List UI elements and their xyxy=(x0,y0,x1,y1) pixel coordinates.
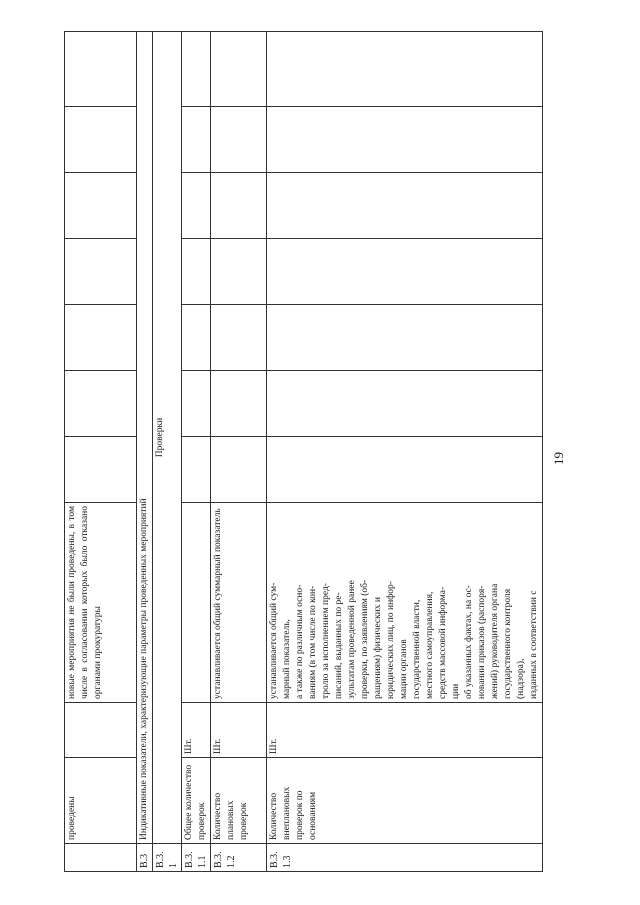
empty-cell xyxy=(182,371,211,437)
row-unit: Шт. xyxy=(267,703,543,758)
description-line: зультатам проведенной ранее xyxy=(347,580,357,699)
row-name: Общее количество проверок xyxy=(182,758,211,844)
empty-cell xyxy=(211,305,267,371)
section-row xyxy=(137,32,153,872)
description-line: жений) руководителя органа xyxy=(490,583,500,699)
description-line: а также по различным осно- xyxy=(295,584,305,699)
description-line: средств массовой информа- xyxy=(438,586,448,699)
description-line: изданных в соответствии с xyxy=(529,590,539,699)
empty-cell xyxy=(182,173,211,239)
empty-cell xyxy=(267,32,543,107)
empty-cell xyxy=(65,32,137,107)
empty-cell xyxy=(65,239,137,305)
empty-cell xyxy=(182,437,211,503)
empty-cell xyxy=(211,32,267,107)
empty-cell xyxy=(65,371,137,437)
description-line: ции xyxy=(451,683,461,699)
description-line: новании приказов (распоря- xyxy=(477,585,487,699)
empty-cell xyxy=(65,107,137,173)
description-line: юридических лиц, по инфор- xyxy=(386,581,396,699)
empty-cell xyxy=(65,173,137,239)
description-line: писаний, выданных по ре- xyxy=(334,592,344,699)
description-line: марный показатель, xyxy=(282,619,292,699)
section-title: Индикативные показатели, характеризующие параметры проведенных мероприятий xyxy=(137,32,153,844)
table-row xyxy=(211,32,267,872)
table-row xyxy=(267,32,543,872)
row-description-lines xyxy=(267,503,543,703)
description-line: ращениям) физических и xyxy=(373,596,383,699)
empty-cell xyxy=(211,239,267,305)
row-description xyxy=(182,503,211,703)
row-code: В.3.1.3 xyxy=(267,844,543,872)
empty-cell xyxy=(267,305,543,371)
row-name: Количество внеплановых проверок по основаниям xyxy=(267,758,543,844)
description-line: об указанных фактах, на ос- xyxy=(464,585,474,699)
empty-cell xyxy=(65,305,137,371)
empty-cell xyxy=(267,371,543,437)
table-row xyxy=(65,32,137,872)
subsection-title: Проверки xyxy=(153,32,182,844)
empty-cell xyxy=(267,107,543,173)
empty-cell xyxy=(211,173,267,239)
empty-cell xyxy=(182,32,211,107)
description-line: тролю за исполнением пред- xyxy=(321,583,331,699)
description-line: государственной власти, xyxy=(412,599,422,699)
section-code: В.3 xyxy=(137,844,153,872)
row-description: устанавливается общий суммарный показатель xyxy=(211,503,267,703)
description-line: мации органов xyxy=(399,639,409,699)
empty-cell xyxy=(65,437,137,503)
empty-cell xyxy=(182,239,211,305)
empty-cell xyxy=(211,437,267,503)
description-line: государственного контроля xyxy=(503,588,513,699)
description-line: проверки, по заявлениям (об- xyxy=(360,579,370,699)
empty-cell xyxy=(267,173,543,239)
indicators-table xyxy=(64,31,543,872)
page-number: 19 xyxy=(551,452,566,465)
empty-cell xyxy=(211,107,267,173)
subsection-code: В.3.1 xyxy=(153,844,182,872)
empty-cell xyxy=(211,371,267,437)
row-unit xyxy=(65,703,137,758)
row-description: новые мероприятия не были проведены, в том числе в согласовании которых было отказано органами прокуратуры xyxy=(65,503,137,703)
table-row xyxy=(182,32,211,872)
row-name: Количество плановых проверок xyxy=(211,758,267,844)
row-unit: Шт. xyxy=(211,703,267,758)
row-code: В.3.1.2 xyxy=(211,844,267,872)
empty-cell xyxy=(267,437,543,503)
description-line: местного самоуправления, xyxy=(425,591,435,699)
row-code: В.3.1.1 xyxy=(182,844,211,872)
description-line: ваниям (в том числе по кон- xyxy=(308,585,318,699)
empty-cell xyxy=(182,107,211,173)
empty-cell xyxy=(267,239,543,305)
empty-cell xyxy=(182,305,211,371)
description-line: (надзора), xyxy=(516,658,526,699)
description-line: устанавливается общий сум- xyxy=(269,582,279,699)
row-name: проведены xyxy=(65,758,137,844)
row-code xyxy=(65,844,137,872)
row-unit: Шт. xyxy=(182,703,211,758)
subsection-row xyxy=(153,32,182,872)
